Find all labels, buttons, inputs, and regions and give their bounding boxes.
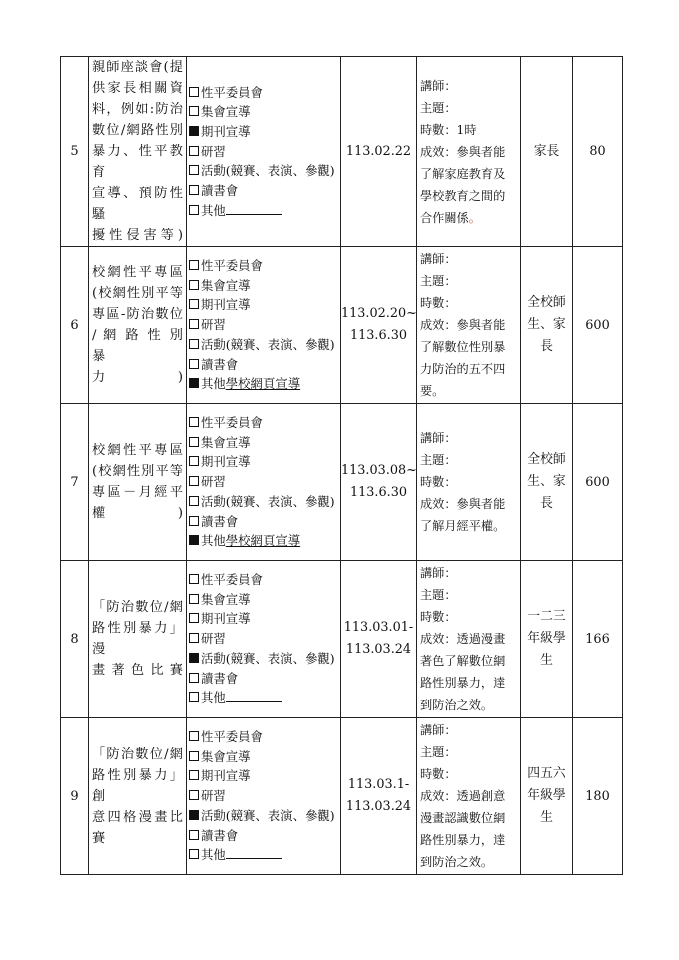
activity-description-line [420,163,516,185]
checkbox-unchecked[interactable] [189,146,199,156]
type-option-label [201,413,263,433]
type-option-text: 活動(競賽、表演、參觀) [201,493,335,509]
activity-date-line: 113.02.22 [345,143,412,159]
activity-type-options [187,57,341,247]
type-option [189,826,337,846]
type-option-label [201,492,335,512]
activity-description-line [420,829,516,851]
checkbox-unchecked[interactable] [189,359,199,369]
description-text: 主題： [420,588,457,602]
type-option-text: 性平委員會 [201,729,263,745]
type-option-text: 期刊宣導 [201,123,251,139]
activity-date-line: 113.03.24 [345,642,412,657]
type-option-text: 讀書會 [201,356,239,372]
activity-name-line: 數位/網路性別 [92,123,183,138]
type-option-text: 期刊宣導 [201,297,251,313]
type-option-label [201,276,251,296]
table-row [61,718,623,875]
target-audience-line: 年級學 [527,631,566,646]
type-option-label [201,161,335,181]
checkbox-checked[interactable] [189,378,199,388]
checkbox-unchecked[interactable] [189,830,199,840]
activity-description-line [420,672,516,694]
other-blank-line [226,845,282,859]
activity-description-line [420,292,516,314]
target-audience-line: 生 [540,653,553,668]
row-number: 7 [61,404,89,561]
checkbox-unchecked[interactable] [189,476,199,486]
type-option [189,374,337,394]
type-option [189,142,337,162]
activity-name-line: 供家長相關資 [92,81,183,96]
activity-name-line: 「防治數位/網 [92,746,183,762]
type-option-label [201,629,226,649]
type-option-text: 期刊宣導 [201,454,251,470]
description-text: 講師： [420,431,457,445]
activity-name-line: 權) [92,506,183,521]
activity-name-line: 校網性平專區 [92,265,183,280]
checkbox-unchecked[interactable] [189,692,199,702]
type-option-text: 性平委員會 [201,415,263,431]
activity-description [417,404,521,561]
type-option [189,786,337,806]
checkbox-unchecked[interactable] [189,339,199,349]
row-number: 6 [61,247,89,404]
activity-name [89,404,187,561]
type-option [189,806,337,826]
type-option-text: 研習 [201,788,226,804]
activity-date [341,404,417,561]
type-option-text: 讀書會 [201,183,239,199]
description-text: 路性別暴力，達 [420,833,506,847]
type-option-label [201,531,300,551]
type-option-label [201,256,263,276]
activity-description-line [420,380,516,402]
type-option-label [201,201,282,221]
checkbox-unchecked[interactable] [189,731,199,741]
target-audience-line: 家長 [533,143,560,159]
description-text: 到防治之效。 [420,698,494,712]
activity-description-line [420,741,516,763]
description-text: 講師： [420,252,457,266]
activity-type-options [187,404,341,561]
type-option [189,512,337,532]
checkbox-checked[interactable] [189,653,199,663]
activity-name [89,561,187,718]
activity-name-line: 專區-防治數位 [92,307,183,322]
checkbox-checked[interactable] [189,126,199,136]
type-option [189,649,337,669]
type-option [189,727,337,747]
activity-description-line [420,807,516,829]
activity-date-line: 113.03.01- [343,620,414,635]
checkbox-unchecked[interactable] [189,594,199,604]
activity-name-line: 校網性平專區 [92,443,183,458]
description-text: 要。 [420,384,445,398]
type-option-label [201,315,226,335]
activity-name-line: 力) [92,370,183,385]
type-option-label [201,747,251,767]
description-text: 力防治的五不四 [420,362,506,376]
description-text: 了解月經平權。 [420,519,506,533]
activity-description-line [420,207,516,229]
activity-name-line: (校網性別平等 [92,286,183,301]
activity-description-line [420,471,516,493]
activity-description-line [420,493,516,515]
activity-description-line [420,97,516,119]
type-option [189,122,337,142]
description-text: 時數： [420,475,457,489]
other-detail: 學校網頁宣導 [225,376,301,392]
description-text: 成效：透過漫畫 [420,632,506,646]
checkbox-unchecked[interactable] [189,790,199,800]
description-tail: 。 [468,210,481,225]
type-option-text: 其他 [201,376,226,392]
target-audience-line: 生、家 [527,474,566,489]
type-option [189,201,337,221]
activity-name-line: / 網 路 性 別 暴 [92,328,183,364]
description-text: 合作關係 [420,210,469,225]
type-option-label [201,845,282,865]
activity-date-line: 113.02.20~ [341,306,417,321]
checkbox-unchecked[interactable] [189,417,199,427]
type-option-text: 活動(競賽、表演、參觀) [201,807,335,823]
description-text: 到防治之效。 [420,855,494,869]
type-option [189,492,337,512]
target-audience-line: 全校師 [527,452,566,467]
activity-description-line [420,719,516,741]
activity-name-line: 擾性侵害等) [92,228,183,243]
type-option-text: 性平委員會 [201,572,263,588]
activity-name-line: 親師座談會(提 [92,60,183,75]
checkbox-unchecked[interactable] [189,673,199,683]
description-text: 時數： [420,296,457,310]
checkbox-unchecked[interactable] [189,87,199,97]
description-text: 主題： [420,745,457,759]
type-option-label [201,355,238,375]
type-option-label [201,826,238,846]
type-option-label [201,374,300,394]
row-number: 8 [61,561,89,718]
description-text: 時數：1時 [420,122,477,137]
activity-date-line: 113.6.30 [350,328,407,343]
description-text: 了解家庭教育及 [420,166,506,181]
type-option-label [201,786,226,806]
type-option-text: 研習 [201,143,226,159]
type-option-label [201,727,263,747]
activity-description [417,247,521,404]
checkbox-unchecked[interactable] [189,280,199,290]
activity-description-line [420,427,516,449]
activity-type-options [187,561,341,718]
type-option-label [201,512,238,532]
target-audience-line: 長 [540,339,553,354]
type-option-label [201,433,251,453]
other-detail: 學校網頁宣導 [225,533,301,549]
table-row [61,404,623,561]
activity-description-line [420,314,516,336]
checkbox-checked[interactable] [189,535,199,545]
type-option [189,766,337,786]
description-text: 講師： [420,723,457,737]
activity-description-line [420,785,516,807]
description-text: 成效：透過創意 [420,789,506,803]
other-blank-line [226,688,282,702]
description-text: 漫畫認識數位網 [420,811,506,825]
activity-name-line: 畫著色比賽 [92,663,183,678]
activity-date [341,718,417,875]
type-option-label [201,609,251,629]
description-text: 成效：參與者能 [420,497,506,511]
type-option-text: 研習 [201,317,226,333]
target-audience-line: 年級學 [527,788,566,803]
activity-name-line: 「防治數位/網 [92,600,183,615]
activity-description-line [420,119,516,141]
type-option [189,83,337,103]
activity-description-line [420,628,516,650]
activity-description-line [420,515,516,537]
type-option [189,472,337,492]
type-option [189,256,337,276]
activity-description [417,718,521,875]
participant-count: 600 [573,404,623,561]
type-option-text: 研習 [201,474,226,490]
description-text: 主題： [420,274,457,288]
table-row [61,561,623,718]
type-option-text: 活動(競賽、表演、參觀) [201,336,335,352]
participant-count: 80 [573,57,623,247]
activity-name [89,247,187,404]
checkbox-unchecked[interactable] [189,185,199,195]
activity-description [417,561,521,718]
activity-description [417,57,521,247]
checkbox-unchecked[interactable] [189,319,199,329]
checkbox-unchecked[interactable] [189,299,199,309]
description-text: 主題： [420,453,457,467]
description-text: 著色了解數位網 [420,654,506,668]
type-option-label [201,669,238,689]
participant-count: 166 [573,561,623,718]
activity-date [341,561,417,718]
target-audience-line: 生 [540,810,553,825]
target-audience-line: 四五六 [527,766,566,781]
activity-type-options [187,247,341,404]
activity-description-line [420,763,516,785]
activity-name-line: 宣導、預防性騷 [92,186,183,222]
description-text: 講師： [420,566,457,580]
target-audience [521,718,573,875]
activity-description-line [420,851,516,873]
checkbox-unchecked[interactable] [189,165,199,175]
checkbox-unchecked[interactable] [189,770,199,780]
activity-description-line [420,584,516,606]
type-option-label [201,335,335,355]
type-option [189,747,337,767]
type-option [189,609,337,629]
activity-description-line [420,694,516,716]
description-text: 學校教育之間的 [420,188,506,203]
type-option [189,452,337,472]
activity-description-line [420,650,516,672]
activity-date [341,57,417,247]
type-option-text: 性平委員會 [201,84,263,100]
target-audience [521,57,573,247]
type-option-label [201,688,282,708]
type-option [189,845,337,865]
activity-table [60,56,623,875]
activity-description-line [420,358,516,380]
type-option [189,315,337,335]
description-text: 成效：參與者能 [420,144,506,159]
activity-description-line [420,270,516,292]
checkbox-unchecked[interactable] [189,613,199,623]
type-option-text: 其他 [201,202,226,218]
type-option-label [201,649,335,669]
type-option-label [201,181,238,201]
activity-description-line [420,606,516,628]
description-text: 了解數位性別暴 [420,340,506,354]
type-option-text: 其他 [201,533,226,549]
activity-name-line: 暴力、性平教育 [92,144,183,180]
checkbox-unchecked[interactable] [189,751,199,761]
description-text: 時數： [420,610,457,624]
checkbox-unchecked[interactable] [189,516,199,526]
target-audience-line: 全校師 [527,295,566,310]
checkbox-checked[interactable] [189,810,199,820]
target-audience-line: 一二三 [527,609,566,624]
description-text: 講師： [420,78,457,93]
checkbox-unchecked[interactable] [189,260,199,270]
type-option-label [201,766,251,786]
type-option-label [201,590,251,610]
activity-type-options [187,718,341,875]
type-option-text: 集會宣導 [201,277,251,293]
type-option-label [201,122,251,142]
activity-description-line [420,141,516,163]
type-option-text: 集會宣導 [201,104,251,120]
activity-date-line: 113.03.08~ [341,463,417,478]
type-option [189,433,337,453]
type-option-text: 研習 [201,631,226,647]
type-option [189,629,337,649]
type-option [189,355,337,375]
description-text: 路性別暴力，達 [420,676,506,690]
participant-count: 180 [573,718,623,875]
participant-count: 600 [573,247,623,404]
type-option [189,335,337,355]
activity-name [89,57,187,247]
type-option [189,276,337,296]
target-audience-line: 長 [540,496,553,511]
type-option-label [201,452,251,472]
type-option-text: 讀書會 [201,670,239,686]
table-row [61,247,623,404]
type-option-label [201,83,263,103]
description-text: 時數： [420,767,457,781]
description-text: 主題： [420,100,457,115]
row-number: 9 [61,718,89,875]
activity-description-line [420,248,516,270]
description-text: 成效：參與者能 [420,318,506,332]
type-option [189,161,337,181]
activity-name-line: 意四格漫畫比 [92,809,183,825]
activity-name-line: 路性別暴力」漫 [92,621,183,657]
type-option-text: 其他 [201,847,226,863]
checkbox-unchecked[interactable] [189,106,199,116]
activity-name-line: 路性別暴力」創 [92,767,183,804]
type-option [189,570,337,590]
activity-name-line: 賽 [92,830,106,846]
type-option-label [201,102,251,122]
type-option-text: 性平委員會 [201,258,263,274]
checkbox-unchecked[interactable] [189,849,199,859]
checkbox-unchecked[interactable] [189,437,199,447]
target-audience [521,561,573,718]
checkbox-unchecked[interactable] [189,205,199,215]
type-option-text: 集會宣導 [201,748,251,764]
type-option-label [201,570,263,590]
type-option [189,531,337,551]
activity-description-line [420,336,516,358]
type-option-text: 集會宣導 [201,591,251,607]
type-option-label [201,806,335,826]
type-option-text: 期刊宣導 [201,611,251,627]
type-option [189,688,337,708]
type-option [189,590,337,610]
activity-name [89,718,187,875]
type-option [189,669,337,689]
other-blank-line [226,201,282,215]
checkbox-unchecked[interactable] [189,456,199,466]
type-option [189,181,337,201]
type-option-label [201,472,226,492]
type-option-text: 活動(競賽、表演、參觀) [201,650,335,666]
type-option-text: 集會宣導 [201,434,251,450]
type-option-text: 期刊宣導 [201,768,251,784]
type-option-text: 活動(競賽、表演、參觀) [201,163,335,179]
type-option-label [201,142,226,162]
activity-date-line: 113.6.30 [350,485,407,500]
type-option-text: 讀書會 [201,827,239,843]
type-option [189,102,337,122]
checkbox-unchecked[interactable] [189,633,199,643]
activity-name-line: 料，例如:防治 [92,102,183,117]
type-option [189,295,337,315]
type-option-text: 其他 [201,690,226,706]
type-option [189,413,337,433]
type-option-text: 讀書會 [201,513,239,529]
target-audience [521,247,573,404]
row-number: 5 [61,57,89,247]
activity-description-line [420,562,516,584]
activity-date [341,247,417,404]
checkbox-unchecked[interactable] [189,574,199,584]
activity-description-line [420,185,516,207]
activity-description-line [420,75,516,97]
activity-name-line: (校網性別平等 [92,464,183,479]
target-audience [521,404,573,561]
target-audience-line: 生、家 [527,317,566,332]
activity-description-line [420,449,516,471]
table-row [61,57,623,247]
checkbox-unchecked[interactable] [189,496,199,506]
type-option-label [201,295,251,315]
activity-date-line: 113.03.24 [345,799,412,814]
activity-date-line: 113.03.1- [347,777,410,792]
activity-name-line: 專區－月經平 [92,485,183,500]
